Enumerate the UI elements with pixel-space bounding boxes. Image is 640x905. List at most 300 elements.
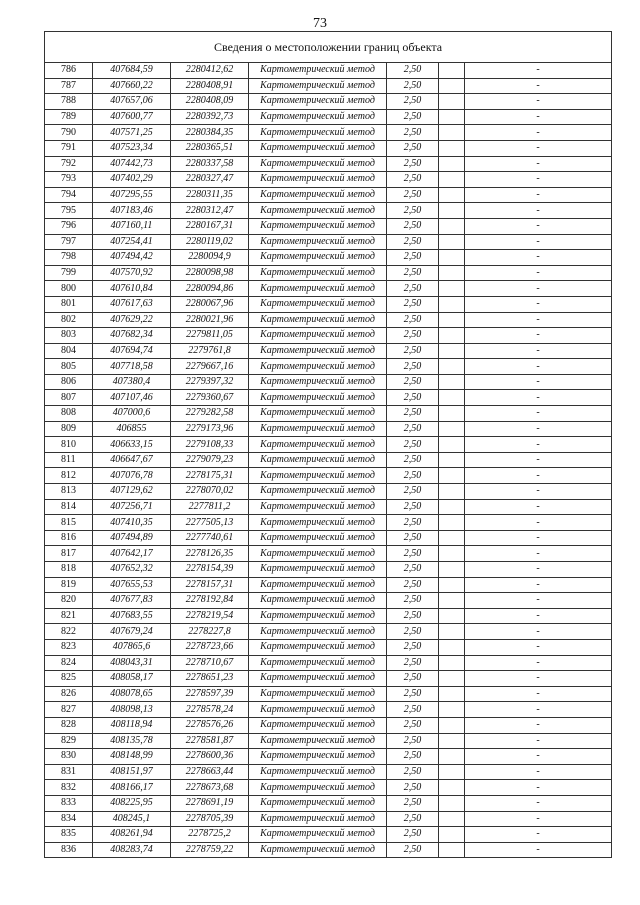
table-row [45, 484, 612, 500]
table-row [45, 655, 612, 671]
point-number: 810 [45, 437, 93, 453]
point-number: 792 [45, 156, 93, 172]
table-row [45, 78, 612, 94]
table-row [45, 296, 612, 312]
coord-y: 2278691,19 [171, 795, 249, 811]
note: - [465, 624, 612, 640]
accuracy: 2,50 [387, 421, 439, 437]
coord-x: 407129,62 [93, 484, 171, 500]
coord-x: 408166,17 [93, 780, 171, 796]
method: Картометрический метод [249, 78, 387, 94]
table-row [45, 749, 612, 765]
method: Картометрический метод [249, 296, 387, 312]
coord-y: 2278157,31 [171, 577, 249, 593]
accuracy: 2,50 [387, 78, 439, 94]
coord-y: 2280167,31 [171, 218, 249, 234]
method: Картометрический метод [249, 671, 387, 687]
table-row [45, 343, 612, 359]
table-row [45, 499, 612, 515]
table-row [45, 156, 612, 172]
point-number: 796 [45, 218, 93, 234]
coord-y: 2280337,58 [171, 156, 249, 172]
point-number: 832 [45, 780, 93, 796]
method: Картометрический метод [249, 764, 387, 780]
coord-x: 407660,22 [93, 78, 171, 94]
empty-cell [439, 265, 465, 281]
empty-cell [439, 140, 465, 156]
accuracy: 2,50 [387, 156, 439, 172]
table-row [45, 328, 612, 344]
point-number: 835 [45, 827, 93, 843]
table-row [45, 811, 612, 827]
point-number: 797 [45, 234, 93, 250]
note: - [465, 639, 612, 655]
table-row [45, 795, 612, 811]
coord-x: 407694,74 [93, 343, 171, 359]
empty-cell [439, 577, 465, 593]
accuracy: 2,50 [387, 187, 439, 203]
note: - [465, 655, 612, 671]
note: - [465, 109, 612, 125]
accuracy: 2,50 [387, 499, 439, 515]
point-number: 808 [45, 406, 93, 422]
method: Картометрический метод [249, 359, 387, 375]
empty-cell [439, 109, 465, 125]
note: - [465, 218, 612, 234]
accuracy: 2,50 [387, 624, 439, 640]
accuracy: 2,50 [387, 437, 439, 453]
point-number: 811 [45, 452, 93, 468]
empty-cell [439, 94, 465, 110]
empty-cell [439, 639, 465, 655]
method: Картометрический метод [249, 187, 387, 203]
method: Картометрический метод [249, 63, 387, 79]
point-number: 829 [45, 733, 93, 749]
coord-x: 407652,32 [93, 562, 171, 578]
note: - [465, 234, 612, 250]
empty-cell [439, 795, 465, 811]
accuracy: 2,50 [387, 218, 439, 234]
method: Картометрический метод [249, 484, 387, 500]
coord-y: 2280021,96 [171, 312, 249, 328]
accuracy: 2,50 [387, 94, 439, 110]
note: - [465, 795, 612, 811]
method: Картометрический метод [249, 624, 387, 640]
coord-y: 2280311,35 [171, 187, 249, 203]
point-number: 822 [45, 624, 93, 640]
accuracy: 2,50 [387, 717, 439, 733]
point-number: 800 [45, 281, 93, 297]
empty-cell [439, 530, 465, 546]
point-number: 816 [45, 530, 93, 546]
point-number: 790 [45, 125, 93, 141]
coord-y: 2279811,05 [171, 328, 249, 344]
coord-x: 408058,17 [93, 671, 171, 687]
note: - [465, 499, 612, 515]
table-row [45, 593, 612, 609]
accuracy: 2,50 [387, 655, 439, 671]
accuracy: 2,50 [387, 842, 439, 858]
note: - [465, 94, 612, 110]
coord-x: 407655,53 [93, 577, 171, 593]
point-number: 802 [45, 312, 93, 328]
accuracy: 2,50 [387, 530, 439, 546]
empty-cell [439, 78, 465, 94]
method: Картометрический метод [249, 780, 387, 796]
method: Картометрический метод [249, 468, 387, 484]
table-row [45, 733, 612, 749]
point-number: 814 [45, 499, 93, 515]
coord-x: 407402,29 [93, 172, 171, 188]
point-number: 809 [45, 421, 93, 437]
empty-cell [439, 390, 465, 406]
point-number: 812 [45, 468, 93, 484]
point-number: 833 [45, 795, 93, 811]
accuracy: 2,50 [387, 686, 439, 702]
method: Картометрический метод [249, 577, 387, 593]
point-number: 831 [45, 764, 93, 780]
coord-y: 2280365,51 [171, 140, 249, 156]
coord-y: 2278227,8 [171, 624, 249, 640]
accuracy: 2,50 [387, 780, 439, 796]
coord-x: 407295,55 [93, 187, 171, 203]
coord-y: 2278663,44 [171, 764, 249, 780]
accuracy: 2,50 [387, 234, 439, 250]
coord-x: 406633,15 [93, 437, 171, 453]
table-title-row [45, 32, 612, 63]
point-number: 813 [45, 484, 93, 500]
point-number: 804 [45, 343, 93, 359]
empty-cell [439, 296, 465, 312]
empty-cell [439, 686, 465, 702]
coord-y: 2279397,32 [171, 374, 249, 390]
empty-cell [439, 172, 465, 188]
table-row [45, 312, 612, 328]
empty-cell [439, 468, 465, 484]
coord-y: 2278759,22 [171, 842, 249, 858]
coord-x: 408148,99 [93, 749, 171, 765]
point-number: 830 [45, 749, 93, 765]
table-row [45, 374, 612, 390]
coord-y: 2280098,98 [171, 265, 249, 281]
point-number: 817 [45, 546, 93, 562]
coord-x: 408135,78 [93, 733, 171, 749]
empty-cell [439, 187, 465, 203]
point-number: 821 [45, 608, 93, 624]
table-row [45, 109, 612, 125]
coord-y: 2280384,35 [171, 125, 249, 141]
coord-x: 408245,1 [93, 811, 171, 827]
note: - [465, 671, 612, 687]
coord-x: 407865,6 [93, 639, 171, 655]
method: Картометрический метод [249, 172, 387, 188]
method: Картометрический метод [249, 265, 387, 281]
point-number: 825 [45, 671, 93, 687]
empty-cell [439, 733, 465, 749]
method: Картометрический метод [249, 281, 387, 297]
coord-y: 2278710,67 [171, 655, 249, 671]
method: Картометрический метод [249, 795, 387, 811]
coord-y: 2279282,58 [171, 406, 249, 422]
coord-y: 2278192,84 [171, 593, 249, 609]
method: Картометрический метод [249, 842, 387, 858]
coord-y: 2278651,23 [171, 671, 249, 687]
empty-cell [439, 749, 465, 765]
empty-cell [439, 374, 465, 390]
method: Картометрический метод [249, 390, 387, 406]
table-row [45, 702, 612, 718]
table-row [45, 562, 612, 578]
note: - [465, 63, 612, 79]
method: Картометрический метод [249, 125, 387, 141]
point-number: 803 [45, 328, 93, 344]
method: Картометрический метод [249, 328, 387, 344]
empty-cell [439, 780, 465, 796]
empty-cell [439, 156, 465, 172]
table-row [45, 172, 612, 188]
accuracy: 2,50 [387, 671, 439, 687]
method: Картометрический метод [249, 639, 387, 655]
empty-cell [439, 827, 465, 843]
coord-x: 407160,11 [93, 218, 171, 234]
method: Картометрический метод [249, 452, 387, 468]
empty-cell [439, 312, 465, 328]
empty-cell [439, 608, 465, 624]
accuracy: 2,50 [387, 515, 439, 531]
empty-cell [439, 421, 465, 437]
note: - [465, 296, 612, 312]
table-row [45, 452, 612, 468]
accuracy: 2,50 [387, 374, 439, 390]
method: Картометрический метод [249, 140, 387, 156]
empty-cell [439, 624, 465, 640]
coord-x: 407683,55 [93, 608, 171, 624]
coord-x: 408043,31 [93, 655, 171, 671]
method: Картометрический метод [249, 218, 387, 234]
coord-x: 406647,67 [93, 452, 171, 468]
coord-y: 2277811,2 [171, 499, 249, 515]
point-number: 799 [45, 265, 93, 281]
method: Картометрический метод [249, 406, 387, 422]
point-number: 786 [45, 63, 93, 79]
note: - [465, 187, 612, 203]
table-row [45, 546, 612, 562]
note: - [465, 733, 612, 749]
empty-cell [439, 452, 465, 468]
point-number: 794 [45, 187, 93, 203]
accuracy: 2,50 [387, 296, 439, 312]
method: Картометрический метод [249, 94, 387, 110]
table-row [45, 94, 612, 110]
table-row [45, 780, 612, 796]
coord-x: 407442,73 [93, 156, 171, 172]
accuracy: 2,50 [387, 265, 439, 281]
accuracy: 2,50 [387, 281, 439, 297]
accuracy: 2,50 [387, 546, 439, 562]
coord-y: 2280327,47 [171, 172, 249, 188]
coord-x: 407107,46 [93, 390, 171, 406]
note: - [465, 281, 612, 297]
coord-y: 2277505,13 [171, 515, 249, 531]
method: Картометрический метод [249, 156, 387, 172]
coord-y: 2280408,09 [171, 94, 249, 110]
table-row [45, 437, 612, 453]
note: - [465, 390, 612, 406]
table-row [45, 250, 612, 266]
coord-x: 407380,4 [93, 374, 171, 390]
empty-cell [439, 250, 465, 266]
method: Картометрический метод [249, 749, 387, 765]
empty-cell [439, 655, 465, 671]
note: - [465, 452, 612, 468]
note: - [465, 484, 612, 500]
accuracy: 2,50 [387, 172, 439, 188]
empty-cell [439, 359, 465, 375]
coord-y: 2278725,2 [171, 827, 249, 843]
accuracy: 2,50 [387, 608, 439, 624]
coord-x: 407629,22 [93, 312, 171, 328]
empty-cell [439, 562, 465, 578]
coord-x: 406855 [93, 421, 171, 437]
table-row [45, 390, 612, 406]
note: - [465, 437, 612, 453]
method: Картометрический метод [249, 608, 387, 624]
coord-y: 2278597,39 [171, 686, 249, 702]
table-row [45, 764, 612, 780]
method: Картометрический метод [249, 733, 387, 749]
method: Картометрический метод [249, 686, 387, 702]
accuracy: 2,50 [387, 390, 439, 406]
table-row [45, 187, 612, 203]
note: - [465, 717, 612, 733]
empty-cell [439, 717, 465, 733]
note: - [465, 265, 612, 281]
accuracy: 2,50 [387, 811, 439, 827]
note: - [465, 546, 612, 562]
empty-cell [439, 125, 465, 141]
coord-x: 408283,74 [93, 842, 171, 858]
method: Картометрический метод [249, 811, 387, 827]
note: - [465, 842, 612, 858]
note: - [465, 374, 612, 390]
method: Картометрический метод [249, 702, 387, 718]
table-row [45, 203, 612, 219]
coord-y: 2277740,61 [171, 530, 249, 546]
coord-x: 408151,97 [93, 764, 171, 780]
point-number: 824 [45, 655, 93, 671]
point-number: 798 [45, 250, 93, 266]
empty-cell [439, 702, 465, 718]
method: Картометрический метод [249, 593, 387, 609]
accuracy: 2,50 [387, 733, 439, 749]
method: Картометрический метод [249, 109, 387, 125]
note: - [465, 686, 612, 702]
table-row [45, 468, 612, 484]
empty-cell [439, 764, 465, 780]
point-number: 787 [45, 78, 93, 94]
table-row [45, 421, 612, 437]
boundary-table [44, 31, 612, 858]
point-number: 827 [45, 702, 93, 718]
method: Картометрический метод [249, 655, 387, 671]
note: - [465, 328, 612, 344]
coord-y: 2280094,9 [171, 250, 249, 266]
empty-cell [439, 218, 465, 234]
note: - [465, 577, 612, 593]
method: Картометрический метод [249, 343, 387, 359]
note: - [465, 78, 612, 94]
empty-cell [439, 234, 465, 250]
table-row [45, 577, 612, 593]
note: - [465, 250, 612, 266]
note: - [465, 312, 612, 328]
method: Картометрический метод [249, 530, 387, 546]
note: - [465, 749, 612, 765]
accuracy: 2,50 [387, 593, 439, 609]
note: - [465, 125, 612, 141]
note: - [465, 140, 612, 156]
accuracy: 2,50 [387, 764, 439, 780]
point-number: 819 [45, 577, 93, 593]
accuracy: 2,50 [387, 328, 439, 344]
note: - [465, 406, 612, 422]
table-row [45, 281, 612, 297]
coord-y: 2278600,36 [171, 749, 249, 765]
accuracy: 2,50 [387, 827, 439, 843]
coord-y: 2280094,86 [171, 281, 249, 297]
note: - [465, 593, 612, 609]
note: - [465, 764, 612, 780]
coord-y: 2278578,24 [171, 702, 249, 718]
point-number: 793 [45, 172, 93, 188]
table-row [45, 359, 612, 375]
point-number: 815 [45, 515, 93, 531]
empty-cell [439, 811, 465, 827]
empty-cell [439, 593, 465, 609]
point-number: 788 [45, 94, 93, 110]
accuracy: 2,50 [387, 343, 439, 359]
note: - [465, 562, 612, 578]
coord-x: 408118,94 [93, 717, 171, 733]
coord-y: 2278219,54 [171, 608, 249, 624]
accuracy: 2,50 [387, 203, 439, 219]
empty-cell [439, 281, 465, 297]
accuracy: 2,50 [387, 63, 439, 79]
page-number: 73 [313, 16, 327, 31]
table-row [45, 639, 612, 655]
coord-x: 408261,94 [93, 827, 171, 843]
accuracy: 2,50 [387, 109, 439, 125]
table-row [45, 406, 612, 422]
coord-y: 2278154,39 [171, 562, 249, 578]
accuracy: 2,50 [387, 702, 439, 718]
empty-cell [439, 203, 465, 219]
coord-y: 2279667,16 [171, 359, 249, 375]
accuracy: 2,50 [387, 250, 439, 266]
point-number: 805 [45, 359, 93, 375]
accuracy: 2,50 [387, 484, 439, 500]
method: Картометрический метод [249, 717, 387, 733]
method: Картометрический метод [249, 250, 387, 266]
coord-y: 2280408,91 [171, 78, 249, 94]
note: - [465, 343, 612, 359]
coord-x: 408098,13 [93, 702, 171, 718]
table-row [45, 530, 612, 546]
method: Картометрический метод [249, 234, 387, 250]
coord-y: 2280392,73 [171, 109, 249, 125]
note: - [465, 172, 612, 188]
table-row [45, 234, 612, 250]
